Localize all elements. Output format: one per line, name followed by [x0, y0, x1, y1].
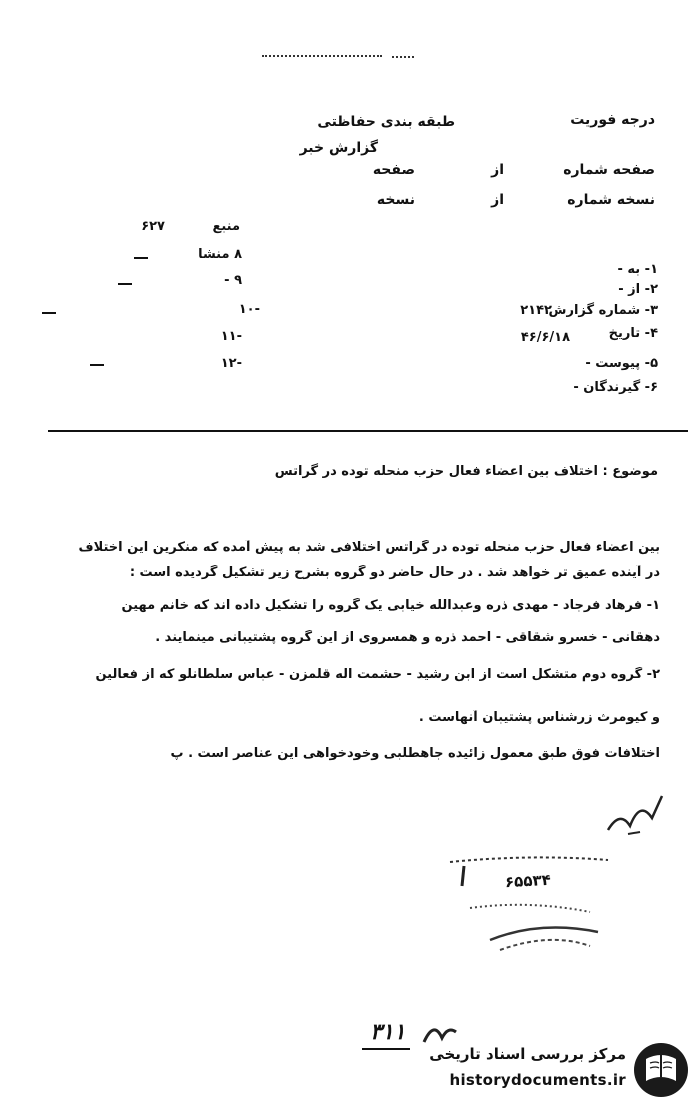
archive-url: historydocuments.ir — [449, 1071, 626, 1089]
registration-stamp — [440, 850, 615, 960]
body-line-1: بین اعضاء فعال حزب منحله توده در گراتس اختلافی شد به پیش آمده که منکرین این اختلاف — [78, 540, 660, 555]
copy-number-label: نسخه شماره — [567, 192, 655, 208]
field-12: -۱۲ — [220, 356, 242, 371]
field-10: -۱۰ — [238, 302, 260, 317]
body-line-4: دهقانی - خسرو شقاقی - احمد ذره و همسروی از این گروه پشتیبانی مینمایند . — [155, 630, 660, 645]
classification-label: طبقه بندی حفاظتی — [317, 114, 455, 130]
body-line-2: در آینده عمیق تر خواهد شد . در حال حاضر دو گروه بشرح زیر تشکیل گردیده است : — [129, 565, 660, 580]
body-line-7: اختلافات فوق طبق معمول زائیده جاهطلبی وخودخواهی این عناصر است . پ — [170, 746, 660, 761]
field-9-dash — [118, 283, 132, 285]
origin-dash — [134, 257, 148, 259]
page-of-label: از — [491, 162, 504, 178]
report-number-value: ۲۱۴۲ — [520, 303, 552, 318]
initials-scribble — [600, 790, 670, 840]
subject-line: موضوع : اختلاف بین اعضاء فعال حزب منحله توده در گراتس — [274, 464, 658, 479]
archive-name: مرکز بررسی اسناد تاریخی — [429, 1045, 626, 1063]
priority-label: درجه فوریت — [570, 112, 655, 128]
doc-type-title: گزارش خبر — [299, 140, 378, 156]
field-12-dash — [90, 364, 104, 366]
body-line-5: ۲- گروه دوم متشکل است از ابن رشید - حشمت اله قلمزن - عباس سلطانلو که از فعالین — [95, 667, 660, 682]
copy-total-label: نسخه — [376, 192, 415, 208]
to-field: ۱- به - — [617, 262, 658, 277]
page-number-label: صفحه شماره — [563, 162, 655, 178]
field-10-dash — [42, 312, 56, 314]
stamp-number: ۶۵۵۳۴ — [504, 870, 552, 892]
field-9: ۹ - — [224, 273, 242, 288]
source-value: ۶۲۷ — [141, 219, 165, 234]
recipients-field: ۶- گیرندگان - — [573, 380, 658, 395]
date-label: ۴- تاریخ — [608, 326, 658, 341]
page-mark-underline — [362, 1048, 410, 1050]
source-label: منبع — [212, 219, 240, 234]
copy-of-label: از — [491, 192, 504, 208]
attachment-field: ۵- پیوست - — [585, 356, 658, 371]
archive-emblem-icon — [632, 1041, 690, 1099]
report-number-label: ۳- شماره گزارش — [548, 303, 658, 318]
body-line-3: ۱- فرهاد فرجاد - مهدی ذره وعبدالله خیابی یک گروه را تشکیل داده اند که خانم مهین — [121, 598, 660, 613]
from-field: ۲- از - — [618, 282, 658, 297]
field-11: -۱۱ — [220, 329, 242, 344]
scan-dots-top-2 — [392, 56, 414, 58]
page-mark: ۳۱۱ — [370, 1020, 406, 1045]
header-divider — [48, 430, 688, 432]
date-value: ۴۶/۶/۱۸ — [520, 330, 570, 345]
archive-logo — [420, 1039, 690, 1101]
body-line-6: و کیومرث زرشناس پشتیبان آنهاست . — [418, 710, 660, 725]
page-total-label: صفحه — [372, 162, 415, 178]
scan-dots-top — [262, 55, 382, 57]
origin-field: ۸ منشا — [198, 247, 242, 262]
